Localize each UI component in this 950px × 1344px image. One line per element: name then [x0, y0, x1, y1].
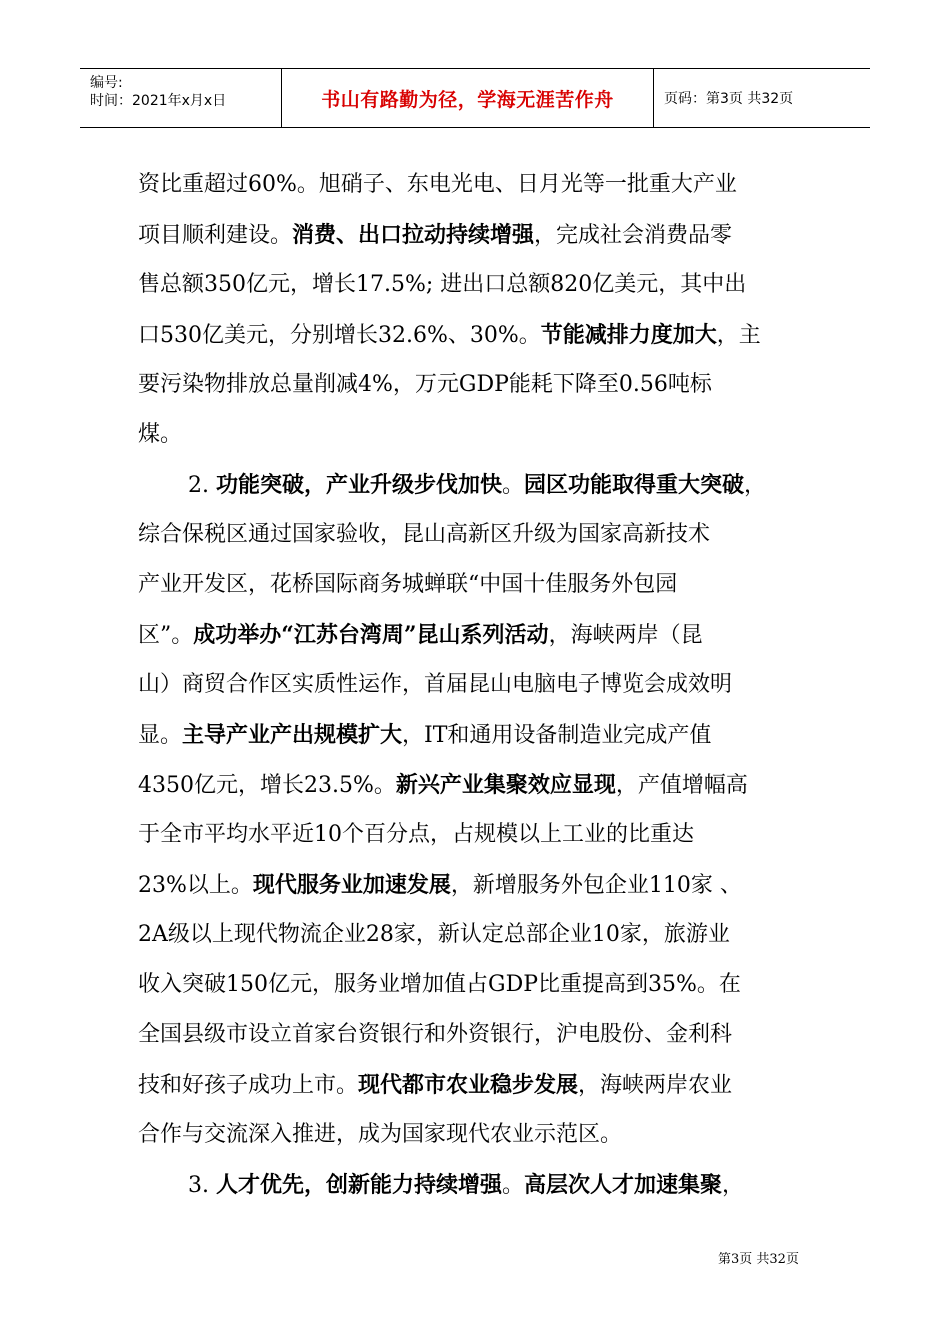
- text-run: 4350亿元，增长23.5%。: [138, 773, 396, 798]
- header-motto: 书山有路勤为径，学海无涯苦作舟: [282, 69, 654, 127]
- text-run: ，: [744, 473, 767, 498]
- text-run: 。: [502, 473, 525, 498]
- body-line: [138, 410, 828, 460]
- text-run: 综合保税区通过国家验收，昆山高新区升级为国家高新技术: [138, 522, 711, 547]
- document-body: [138, 160, 828, 1210]
- text-run: 2A级以上现代物流企业28家，新认定总部企业10家，旅游业: [138, 922, 730, 947]
- bold-text-run: 消费、出口拉动持续增强: [292, 222, 535, 248]
- body-line: [138, 910, 828, 960]
- body-line: [138, 260, 828, 310]
- body-line: [138, 1160, 828, 1210]
- text-run: 合作与交流深入推进，成为国家现代农业示范区。: [138, 1122, 623, 1147]
- text-run: ，完成社会消费品零: [534, 223, 733, 248]
- document-number-label: 编号:: [90, 75, 123, 91]
- text-run: 煤。: [138, 422, 183, 447]
- body-line: [138, 810, 828, 860]
- text-run: 显。: [138, 723, 183, 748]
- body-line: [138, 710, 828, 760]
- body-line: [138, 760, 828, 810]
- text-run: 23%以上。: [138, 873, 253, 898]
- bold-text-run: 园区功能取得重大突破: [524, 472, 745, 498]
- body-line: [138, 660, 828, 710]
- header-meta: [80, 69, 282, 127]
- body-line: [138, 960, 828, 1010]
- text-run: 区”。: [138, 623, 194, 648]
- document-time-label: 时间：2021年x月x日: [90, 93, 227, 109]
- page-header: [80, 68, 870, 128]
- bold-text-run: 功能突破，产业升级步伐加快: [215, 472, 502, 498]
- body-line: [138, 310, 828, 360]
- text-run: 口530亿美元，分别增长32.6%、30%。: [138, 323, 541, 348]
- text-run: 技和好孩子成功上市。: [138, 1073, 359, 1098]
- bold-text-run: 节能减排力度加大: [540, 322, 717, 348]
- body-line: [138, 610, 828, 660]
- text-run: 收入突破150亿元，服务业增加值占GDP比重提高到35%。在: [138, 972, 741, 997]
- text-run: ，: [722, 1173, 745, 1198]
- text-run: ，海峡两岸（昆: [548, 623, 703, 648]
- bold-text-run: 新兴产业集聚效应显现: [395, 772, 616, 798]
- body-line: [138, 360, 828, 410]
- body-line: [138, 1010, 828, 1060]
- body-line: [138, 860, 828, 910]
- body-line: [138, 1110, 828, 1160]
- body-line: [138, 510, 828, 560]
- text-run: 售总额350亿元，增长17.5%; 进出口总额820亿美元，其中出: [138, 272, 747, 297]
- text-run: 于全市平均水平近10个百分点，占规模以上工业的比重达: [138, 822, 694, 847]
- body-line: [138, 1060, 828, 1110]
- bold-text-run: 人才优先，创新能力持续增强: [215, 1172, 502, 1198]
- text-run: 资比重超过60%。旭硝子、东电光电、日月光等一批重大产业: [138, 172, 737, 197]
- text-run: 2.: [188, 473, 216, 498]
- header-page-number: 页码：第3页 共32页: [664, 91, 794, 107]
- bold-text-run: 成功举办“江苏台湾周”昆山系列活动: [193, 622, 549, 648]
- text-run: 产业开发区，花桥国际商务城蝉联“中国十佳服务外包园: [138, 572, 678, 597]
- text-run: 。: [502, 1173, 525, 1198]
- bold-text-run: 主导产业产出规模扩大: [182, 722, 403, 748]
- body-line: [138, 160, 828, 210]
- bold-text-run: 高层次人才加速集聚: [524, 1172, 723, 1198]
- text-run: ，IT和通用设备制造业完成产值: [402, 723, 712, 748]
- text-run: 全国县级市设立首家台资银行和外资银行，沪电股份、金利科: [138, 1022, 733, 1047]
- bold-text-run: 现代都市农业稳步发展: [358, 1072, 579, 1098]
- text-run: 山）商贸合作区实质性运作，首届昆山电脑电子博览会成效明: [138, 672, 733, 697]
- text-run: ，新增服务外包企业110家 、: [450, 873, 742, 898]
- body-line: [138, 210, 828, 260]
- body-line: [138, 460, 828, 510]
- bold-text-run: 现代服务业加速发展: [252, 872, 451, 898]
- footer-page-number: 第3页 共32页: [718, 1252, 799, 1267]
- text-run: 要污染物排放总量削减4%，万元GDP能耗下降至0.56吨标: [138, 372, 712, 397]
- text-run: ，主: [716, 323, 761, 348]
- text-run: 项目顺利建设。: [138, 223, 293, 248]
- text-run: ，产值增幅高: [615, 773, 748, 798]
- text-run: 3.: [188, 1173, 216, 1198]
- body-line: [138, 560, 828, 610]
- text-run: ，海峡两岸农业: [578, 1073, 733, 1098]
